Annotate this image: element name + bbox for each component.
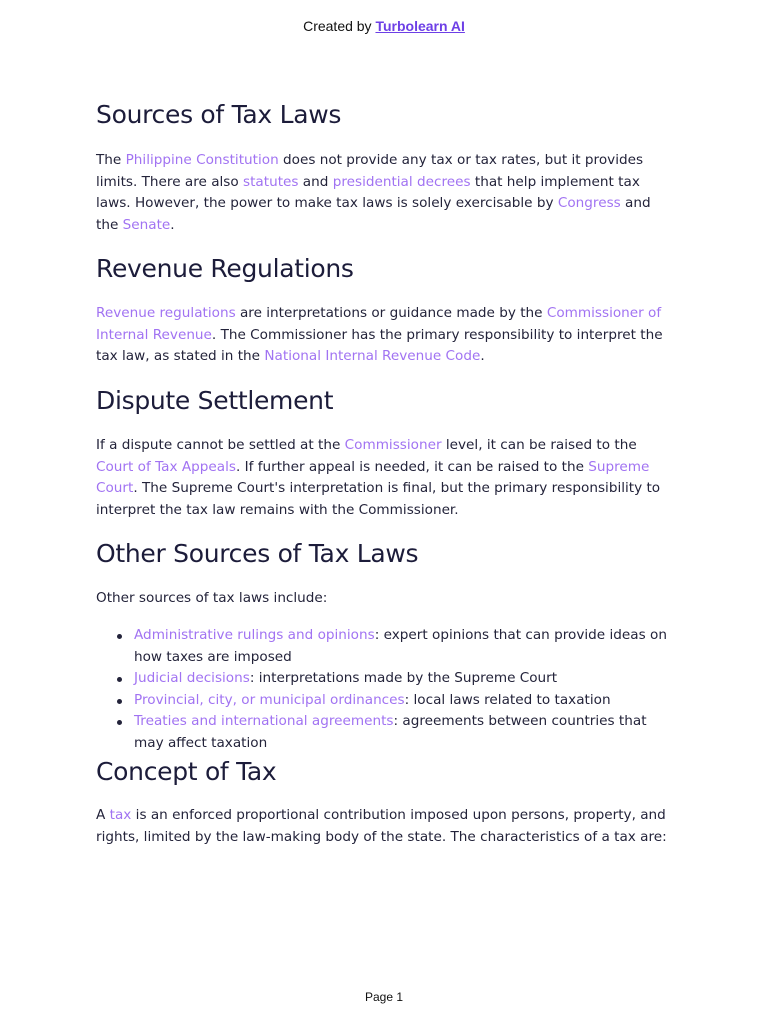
text-run: A xyxy=(96,807,110,823)
section-heading-dispute-settlement: Dispute Settlement xyxy=(96,386,334,415)
section-heading-concept-of-tax: Concept of Tax xyxy=(96,757,277,786)
paragraph-concept-of-tax xyxy=(96,805,674,848)
text-run: If a dispute cannot be settled at the xyxy=(96,437,345,453)
text-run: that help implement tax laws. However, the power to make tax laws is solely exercisable by xyxy=(96,173,640,211)
text-run: are interpretations or guidance made by the xyxy=(235,305,547,321)
paragraph-revenue-regulations xyxy=(96,303,674,368)
term-court-of-tax-appeals: Court of Tax Appeals xyxy=(96,458,236,475)
term-national-internal-revenue-code: National Internal Revenue Code xyxy=(264,348,481,364)
list-item xyxy=(96,711,674,754)
text-run: does not provide any tax or tax rates, but it provides limits. There are also xyxy=(96,152,644,190)
text-run: and the xyxy=(96,195,651,233)
term-revenue-regulations: Revenue regulations xyxy=(96,305,236,321)
list-item-term: Administrative rulings and opinions xyxy=(134,627,375,643)
term-tax: tax xyxy=(109,807,132,823)
term-presidential-decrees: presidential decrees xyxy=(332,173,471,190)
bullet-icon xyxy=(117,677,122,682)
list-item-desc: : agreements between countries that may affect taxation xyxy=(134,713,647,751)
list-item-desc: : local laws related to taxation xyxy=(404,691,611,708)
term-senate: Senate xyxy=(122,216,171,233)
term-commissioner: Commissioner xyxy=(344,437,442,453)
text-run: is an enforced proportional contribution imposed upon persons, property, and rights, limited by the law-making body of the state. The characteristics of a tax are: xyxy=(96,807,667,845)
bullet-icon xyxy=(117,634,122,639)
term-philippine-constitution: Philippine Constitution xyxy=(125,152,279,168)
bullet-icon xyxy=(117,720,122,725)
term-statutes: statutes xyxy=(243,173,299,190)
turbolearn-link[interactable]: Turbolearn AI xyxy=(375,18,465,34)
list-item xyxy=(96,668,674,690)
text-run: . xyxy=(170,216,175,233)
list-item-desc: : expert opinions that can provide ideas on how taxes are imposed xyxy=(134,627,667,665)
list-item-term: Judicial decisions xyxy=(134,670,250,686)
list-item-term: Treaties and international agreements xyxy=(134,713,394,729)
list-item xyxy=(96,690,674,712)
term-commissioner-of-internal-revenue: Commissioner of Internal Revenue xyxy=(96,305,662,343)
term-congress: Congress xyxy=(557,195,621,211)
text-run: level, it can be raised to the xyxy=(441,437,637,453)
section-heading-sources: Sources of Tax Laws xyxy=(96,100,342,129)
list-item-term: Provincial, city, or municipal ordinances xyxy=(134,691,405,708)
bullet-icon xyxy=(117,699,122,704)
text-run: . The Supreme Court's interpretation is final, but the primary responsibility to interpret the tax law remains with the Commissioner. xyxy=(96,480,661,518)
text-run: . xyxy=(480,348,485,364)
header-prefix: Created by xyxy=(303,18,376,34)
page-number: Page 1 xyxy=(364,990,404,1004)
text-run: . If further appeal is needed, it can be raised to the xyxy=(235,458,589,475)
term-supreme-court: Supreme Court xyxy=(96,458,650,496)
section-heading-other-sources: Other Sources of Tax Laws xyxy=(96,539,419,568)
paragraph-sources xyxy=(96,150,674,236)
paragraph-dispute-settlement xyxy=(96,435,674,521)
list-item xyxy=(96,625,674,668)
other-sources-list xyxy=(96,625,674,754)
list-item-desc: : interpretations made by the Supreme Court xyxy=(249,670,558,686)
page-header xyxy=(0,18,768,34)
text-run: . The Commissioner has the primary responsibility to interpret the tax law, as stated in the xyxy=(96,326,663,364)
section-heading-revenue-regulations: Revenue Regulations xyxy=(96,254,354,283)
text-run: and xyxy=(298,173,333,190)
other-sources-intro: Other sources of tax laws include: xyxy=(96,590,328,606)
text-run: The xyxy=(96,152,126,168)
